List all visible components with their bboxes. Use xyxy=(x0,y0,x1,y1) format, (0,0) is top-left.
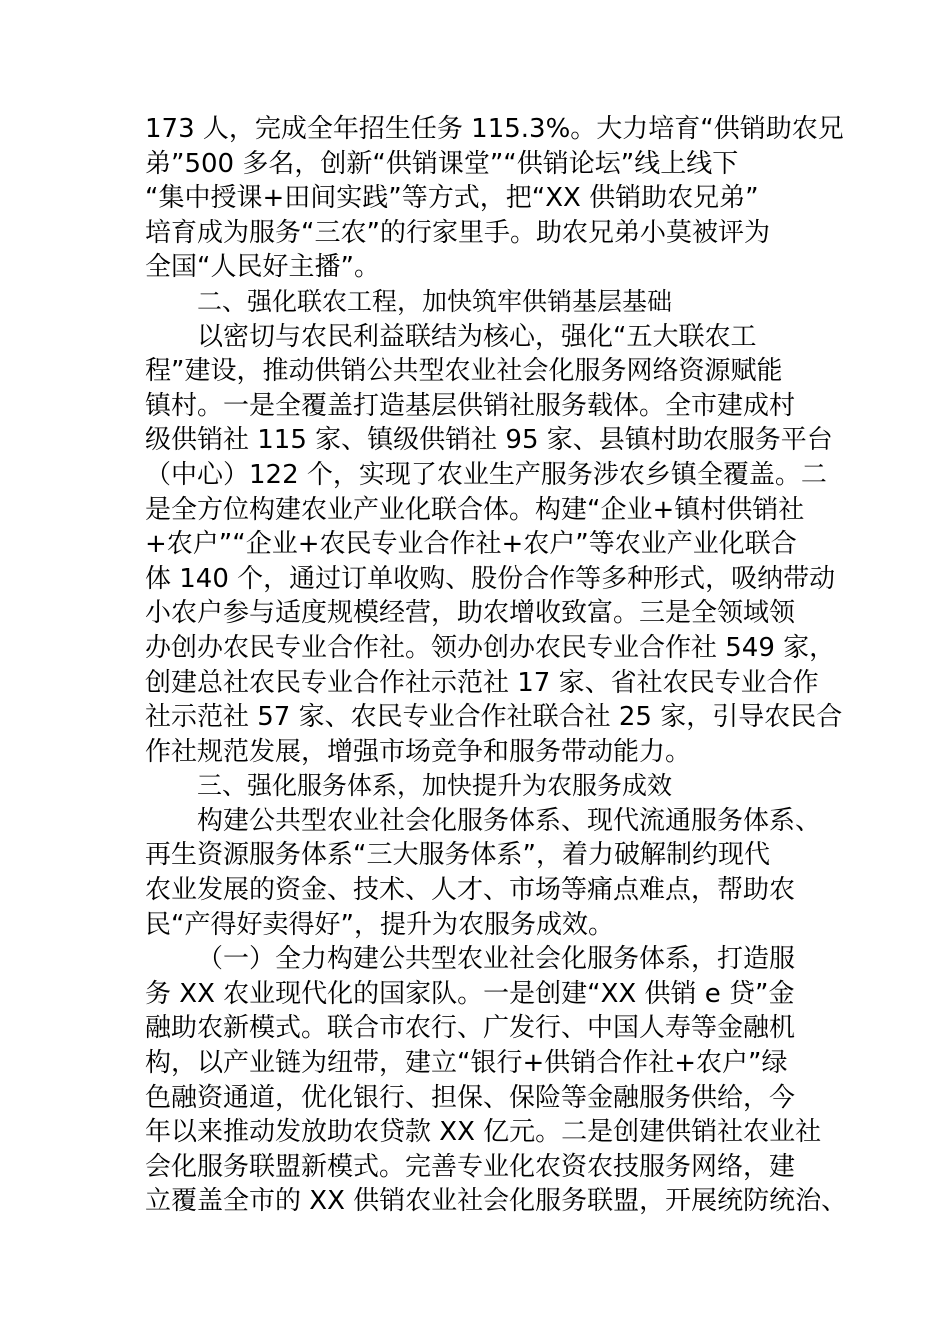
text-line-8: 程”建设，推动供销公共型农业社会化服务网络资源赋能 xyxy=(145,356,783,387)
text-line-16: 办创办农民专业合作社。领办创办农民专业合作社 549 家， xyxy=(145,632,836,663)
text-line-11: （中心）122 个，实现了农业生产服务涉农乡镇全覆盖。二 xyxy=(145,459,827,490)
text-line-29: 色融资通道，优化银行、担保、保险等金融服务供给，今 xyxy=(145,1082,796,1113)
text-line-28: 构，以产业链为纽带，建立“银行+供销合作社+农户”绿 xyxy=(145,1048,788,1079)
text-line-9: 镇村。一是全覆盖打造基层供销社服务载体。全市建成村 xyxy=(145,390,796,421)
text-line-17: 创建总社农民专业合作社示范社 17 家、省社农民专业合作 xyxy=(145,667,819,698)
text-line-1: 173 人，完成全年招生任务 115.3%。大力培育“供销助农兄 xyxy=(145,114,844,144)
text-line-23: 农业发展的资金、技术、人才、市场等痛点难点，帮助农 xyxy=(145,875,796,906)
section-heading-3: 三、强化服务体系，加快提升为农服务成效 xyxy=(197,771,673,801)
text-line-5: 全国“人民好主播”。 xyxy=(145,252,380,283)
document-page xyxy=(145,112,848,1219)
text-line-10: 级供销社 115 家、镇级供销社 95 家、县镇村助农服务平台 xyxy=(145,425,833,456)
text-line-3: “集中授课+田间实践”等方式，把“XX 供销助农兄弟” xyxy=(145,183,759,214)
text-line-31: 会化服务联盟新模式。完善专业化农资农技服务网络，建 xyxy=(145,1151,796,1182)
text-line-7: 以密切与农民利益联结为核心，强化“五大联农工 xyxy=(197,321,757,352)
text-line-27: 融助农新模式。联合市农行、广发行、中国人寿等金融机 xyxy=(145,1013,796,1044)
text-line-26: 务 XX 农业现代化的国家队。一是创建“XX 供销 e 贷”金 xyxy=(145,978,795,1009)
text-line-21: 构建公共型农业社会化服务体系、现代流通服务体系、 xyxy=(197,805,822,836)
text-line-25: （一）全力构建公共型农业社会化服务体系，打造服 xyxy=(197,944,796,975)
text-line-18: 社示范社 57 家、农民专业合作社联合社 25 家，引导农民合 xyxy=(145,702,843,733)
text-line-15: 小农户参与适度规模经营，助农增收致富。三是全领域领 xyxy=(145,598,796,629)
text-line-32: 立覆盖全市的 XX 供销农业社会化服务联盟，开展统防统治、 xyxy=(145,1186,848,1217)
text-line-12: 是全方位构建农业产业化联合体。构建“企业+镇村供销社 xyxy=(145,494,805,525)
text-line-30: 年以来推动发放助农贷款 XX 亿元。二是创建供销社农业社 xyxy=(145,1117,822,1148)
text-line-22: 再生资源服务体系“三大服务体系”，着力破解制约现代 xyxy=(145,840,770,871)
text-line-24: 民“产得好卖得好”，提升为农服务成效。 xyxy=(145,909,614,940)
section-heading-2: 二、强化联农工程，加快筑牢供销基层基础 xyxy=(197,286,673,316)
text-line-13: +农户”“企业+农民专业合作社+农户”等农业产业化联合 xyxy=(145,529,797,560)
text-line-19: 作社规范发展，增强市场竞争和服务带动能力。 xyxy=(145,736,692,767)
text-line-2: 弟”500 多名，创新“供销课堂”“供销论坛”线上线下 xyxy=(145,148,739,179)
text-line-14: 体 140 个，通过订单收购、股份合作等多种形式，吸纳带动 xyxy=(145,563,836,594)
text-line-4: 培育成为服务“三农”的行家里手。助农兄弟小莫被评为 xyxy=(145,217,770,248)
